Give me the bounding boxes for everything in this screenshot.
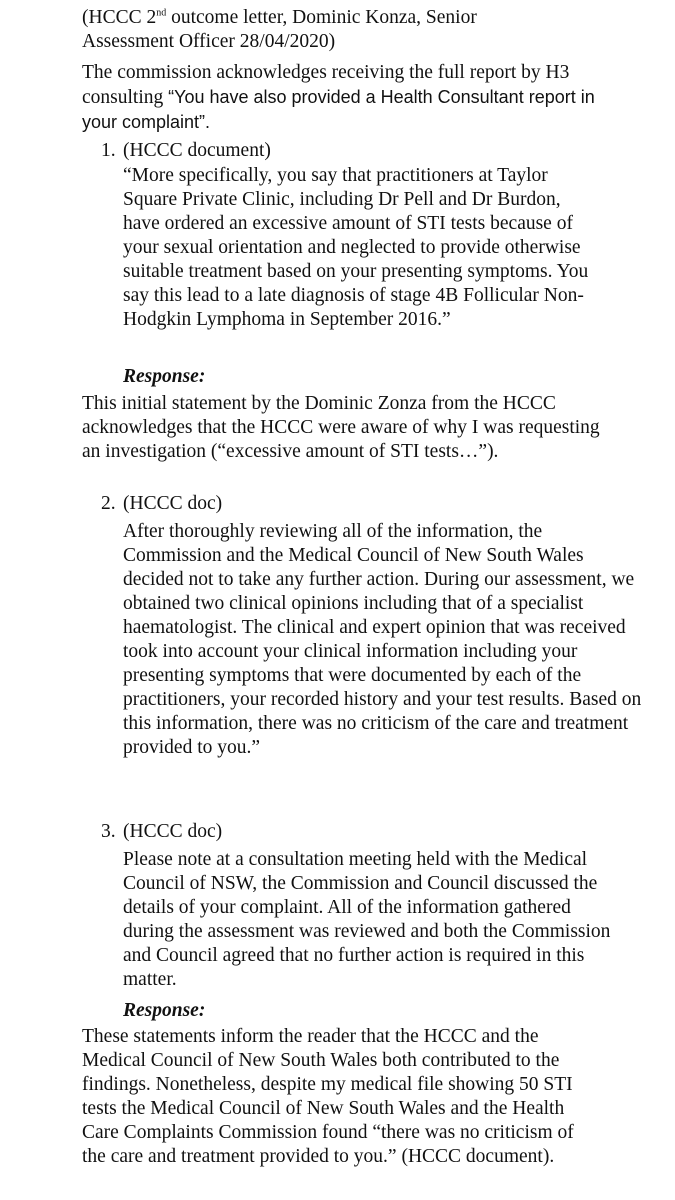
item-2-number: 2. [101,493,116,514]
item-2-source: (HCCC doc) [123,493,223,514]
intro-paragraph [82,61,602,135]
item-1-quote: “More specifically, you say that practitioners at Taylor Square Private Clinic, including Dr Pell and Dr Burdon, have ordered an excessive amount of STI tests because of your sexual orientation and neglected to provide otherwise suitable treatment based on your presenting symptoms. You say this lead to a late diagnosis of stage 4B Follicular Non-Hodgkin Lymphoma in September 2016.” [123,165,589,330]
intro-quote: “You have also provided a Health Consultant report in your complaint”. [82,87,595,132]
item-1-response-label: Response: [123,366,206,387]
header-line1-post: outcome letter, Dominic Konza, Senior [166,7,477,28]
item-3-response-label: Response: [123,1000,206,1021]
header-superscript: nd [156,7,167,19]
item-3-source: (HCCC doc) [123,821,223,842]
header-line2: Assessment Officer 28/04/2020) [82,31,336,52]
item-1-source: (HCCC document) [123,140,271,161]
item-2-quote: After thoroughly reviewing all of the information, the Commission and the Medical Council of New South Wales decided not to take any further action. During our assessment, we obtained two clinical opinions including that of a specialist haematologist. The clinical and expert opinion that was received took into account your clinical information including your presenting symptoms that were documented by each of the practitioners, your recorded history and your test results. Based on this information, there was no criticism of the care and treatment provided to you.” [123,521,642,758]
item-3-number: 3. [101,821,116,842]
header-line1-pre: (HCCC 2 [82,7,157,28]
intro-text: The commission acknowledges receiving the full report by H3 consulting [82,62,570,108]
item-1-number: 1. [101,140,116,161]
response-paragraph-1: This initial statement by the Dominic Zonza from the HCCC acknowledges that the HCCC were aware of why I was requesting an investigation (“excessive amount of STI tests…”). [82,393,600,462]
response-paragraph-2: These statements inform the reader that the HCCC and the Medical Council of New South Wales both contributed to the findings. Nonetheless, despite my medical file showing 50 STI tests the Medical Council of New South Wales and the Health Care Complaints Commission found “there was no criticism of the care and treatment provided to you.” (HCCC document). [82,1026,574,1167]
item-3-quote: Please note at a consultation meeting held with the Medical Council of NSW, the Commission and Council discussed the details of your complaint. All of the information gathered during the assessment was reviewed and both the Commission and Council agreed that no further action is required in this matter. [123,849,611,990]
document-header [82,6,662,54]
